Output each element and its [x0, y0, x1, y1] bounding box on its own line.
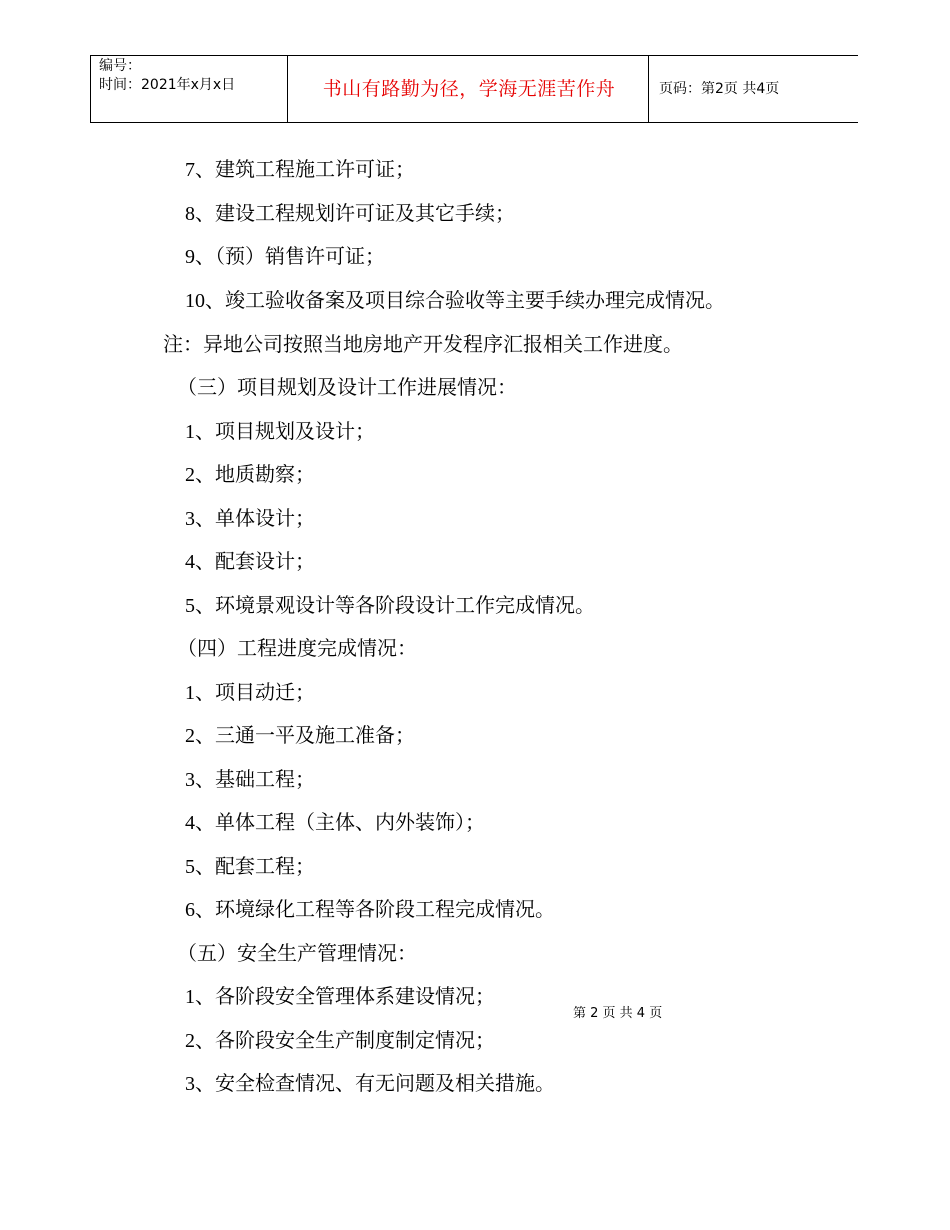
list-item	[185, 766, 315, 793]
section-heading	[177, 374, 517, 400]
item-number: 8	[185, 203, 195, 225]
item-text: 、项目动迁；	[195, 680, 315, 704]
item-text: 注：异地公司按照当地房地产开发程序汇报相关工作进度。	[163, 332, 683, 356]
item-number: 3	[185, 1073, 195, 1095]
list-item	[185, 287, 725, 314]
list-item	[185, 853, 315, 880]
list-item	[185, 505, 315, 532]
list-item	[185, 1027, 495, 1054]
list-item	[185, 461, 315, 488]
item-text: 、配套设计；	[195, 549, 315, 573]
item-number: 3	[185, 769, 195, 791]
item-number: 1	[185, 421, 195, 443]
item-number: 2	[185, 725, 195, 747]
item-number: 4	[185, 551, 195, 573]
list-item	[185, 548, 315, 575]
item-text: 、基础工程；	[195, 767, 315, 791]
item-text: 、地质勘察；	[195, 462, 315, 486]
doc-time-label: 时间：2021年x月x日	[99, 77, 236, 93]
item-text: （五）安全生产管理情况：	[177, 941, 417, 965]
item-number: 4	[185, 812, 195, 834]
header-motto: 书山有路勤为径，学海无涯苦作舟	[322, 78, 616, 100]
item-text: 、单体设计；	[195, 506, 315, 530]
item-number: 5	[185, 595, 195, 617]
list-item	[185, 592, 595, 619]
item-number: 2	[185, 1030, 195, 1052]
doc-number-label: 编号：	[99, 58, 141, 74]
item-number: 2	[185, 464, 195, 486]
item-text: 、（预）销售许可证；	[195, 244, 385, 268]
item-number: 3	[185, 508, 195, 530]
item-number: 7	[185, 159, 195, 181]
item-number: 6	[185, 899, 195, 921]
item-number: 1	[185, 682, 195, 704]
page-header	[90, 55, 858, 123]
header-right-cell	[649, 56, 858, 122]
list-item	[185, 679, 315, 706]
list-item	[185, 418, 375, 445]
item-number: 10	[185, 290, 205, 312]
note-line	[163, 331, 683, 357]
item-text: 、建筑工程施工许可证；	[195, 157, 415, 181]
item-text: 、竣工验收备案及项目综合验收等主要手续办理完成情况。	[205, 288, 725, 312]
list-item	[185, 1070, 555, 1097]
item-text: 、配套工程；	[195, 854, 315, 878]
item-text: 、建设工程规划许可证及其它手续；	[195, 201, 515, 225]
section-heading	[177, 635, 417, 661]
item-number: 1	[185, 986, 195, 1008]
item-text: 、各阶段安全管理体系建设情况；	[195, 984, 495, 1008]
list-item	[185, 983, 495, 1010]
item-text: 、安全检查情况、有无问题及相关措施。	[195, 1071, 555, 1095]
list-item	[185, 243, 385, 270]
item-text: （三）项目规划及设计工作进展情况：	[177, 375, 517, 399]
item-text: 、项目规划及设计；	[195, 419, 375, 443]
header-page-info: 页码：第2页 共4页	[659, 81, 780, 97]
item-text: 、环境景观设计等各阶段设计工作完成情况。	[195, 593, 595, 617]
item-text: 、各阶段安全生产制度制定情况；	[195, 1028, 495, 1052]
list-item	[185, 156, 415, 183]
list-item	[185, 809, 485, 836]
page-footer-number: 第 2 页 共 4 页	[573, 1006, 663, 1021]
list-item	[185, 200, 515, 227]
item-number: 9	[185, 246, 195, 268]
section-heading	[177, 940, 417, 966]
header-left-cell	[90, 56, 287, 122]
item-text: 、单体工程（主体、内外装饰）；	[195, 810, 485, 834]
header-center-cell	[287, 56, 649, 122]
item-text: （四）工程进度完成情况：	[177, 636, 417, 660]
item-text: 、环境绿化工程等各阶段工程完成情况。	[195, 897, 555, 921]
item-text: 、三通一平及施工准备；	[195, 723, 415, 747]
list-item	[185, 896, 555, 923]
list-item	[185, 722, 415, 749]
item-number: 5	[185, 856, 195, 878]
